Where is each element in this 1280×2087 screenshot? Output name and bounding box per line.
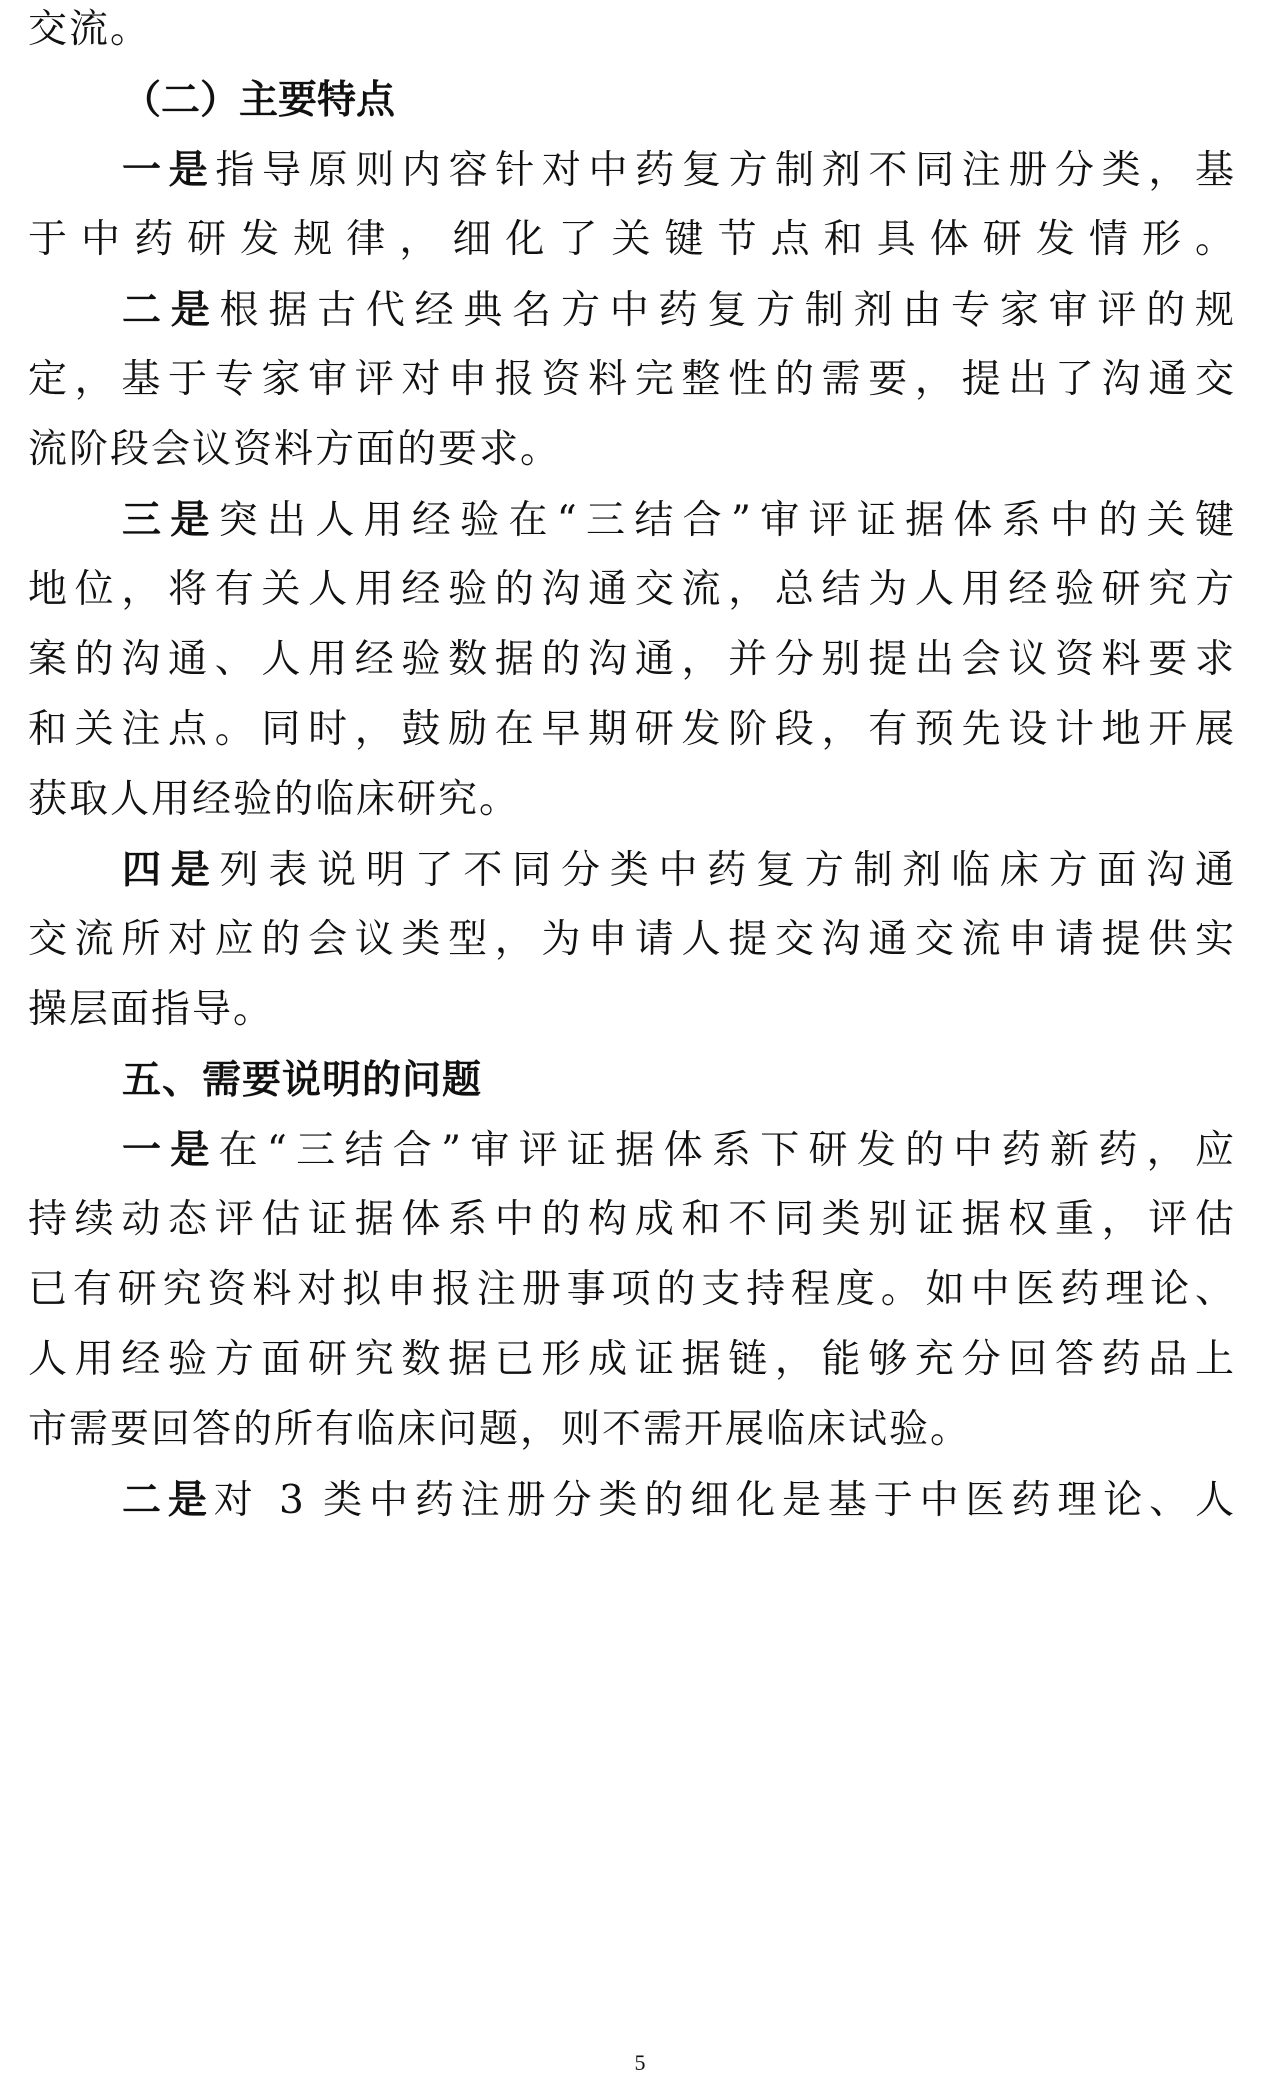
issues-point-1-line-2: 持续动态评估证据体系中的构成和不同类别证据权重，评估: [28, 1197, 1234, 1242]
features-point-4-label: 四是: [122, 847, 220, 893]
features-point-4-text-1: 列表说明了不同分类中药复方制剂临床方面沟通: [219, 848, 1234, 893]
features-point-2-text-1: 根据古代经典名方中药复方制剂由专家审评的规: [219, 288, 1234, 333]
section-heading-issues: 五、需要说明的问题: [122, 1057, 483, 1103]
page-number: 5: [634, 2050, 646, 2075]
features-point-3-text-1: 突出人用经验在“三结合”审评证据体系中的关键: [218, 498, 1234, 543]
issues-point-1-line-1: [122, 1128, 1234, 1172]
features-point-1-line-2: 于中药研发规律，细化了关键节点和具体研发情形。: [28, 217, 1234, 262]
features-point-3-line-4: 和关注点。同时，鼓励在早期研发阶段，有预先设计地开展: [28, 707, 1234, 752]
features-point-3-line-5: 获取人用经验的临床研究。: [28, 777, 521, 822]
features-point-3-label: 三是: [122, 497, 219, 543]
issues-point-1-line-4: 人用经验方面研究数据已形成证据链，能够充分回答药品上: [28, 1337, 1234, 1382]
issues-point-2-label: 二是: [122, 1477, 214, 1523]
top-fragment-line: 交流。: [28, 7, 152, 52]
features-point-3-line-2: 地位，将有关人用经验的沟通交流，总结为人用经验研究方: [28, 567, 1234, 612]
issues-point-1-text-1: 在“三结合”审评证据体系下研发的中药新药，应: [218, 1128, 1234, 1173]
features-point-1-line-1: [122, 148, 1234, 192]
features-point-3-line-3: 案的沟通、人用经验数据的沟通，并分别提出会议资料要求: [28, 637, 1234, 682]
features-point-4-line-2: 交流所对应的会议类型，为申请人提交沟通交流申请提供实: [28, 917, 1234, 962]
section-heading-features: （二）主要特点: [122, 77, 396, 123]
features-point-4-line-1: [122, 848, 1234, 892]
features-point-1-text-1: 指导原则内容针对中药复方制剂不同注册分类，基: [215, 148, 1234, 193]
features-point-3-line-1: [122, 498, 1234, 542]
features-point-2-line-3: 流阶段会议资料方面的要求。: [28, 427, 562, 472]
issues-point-1-label: 一是: [122, 1127, 219, 1173]
features-point-2-line-1: [122, 288, 1234, 332]
issues-point-1-line-3: 已有研究资料对拟申报注册事项的支持程度。如中医药理论、: [28, 1267, 1234, 1312]
issues-point-2-text-1: 对 3 类中药注册分类的细化是基于中医药理论、人: [213, 1478, 1234, 1523]
issues-point-2-line-1: [122, 1478, 1234, 1522]
features-point-2-label: 二是: [122, 287, 220, 333]
issues-point-1-line-5: 市需要回答的所有临床问题，则不需开展临床试验。: [28, 1407, 972, 1452]
features-point-2-line-2: 定，基于专家审评对申报资料完整性的需要，提出了沟通交: [28, 357, 1234, 402]
features-point-4-line-3: 操层面指导。: [28, 987, 275, 1032]
features-point-1-label: 一是: [122, 147, 216, 193]
